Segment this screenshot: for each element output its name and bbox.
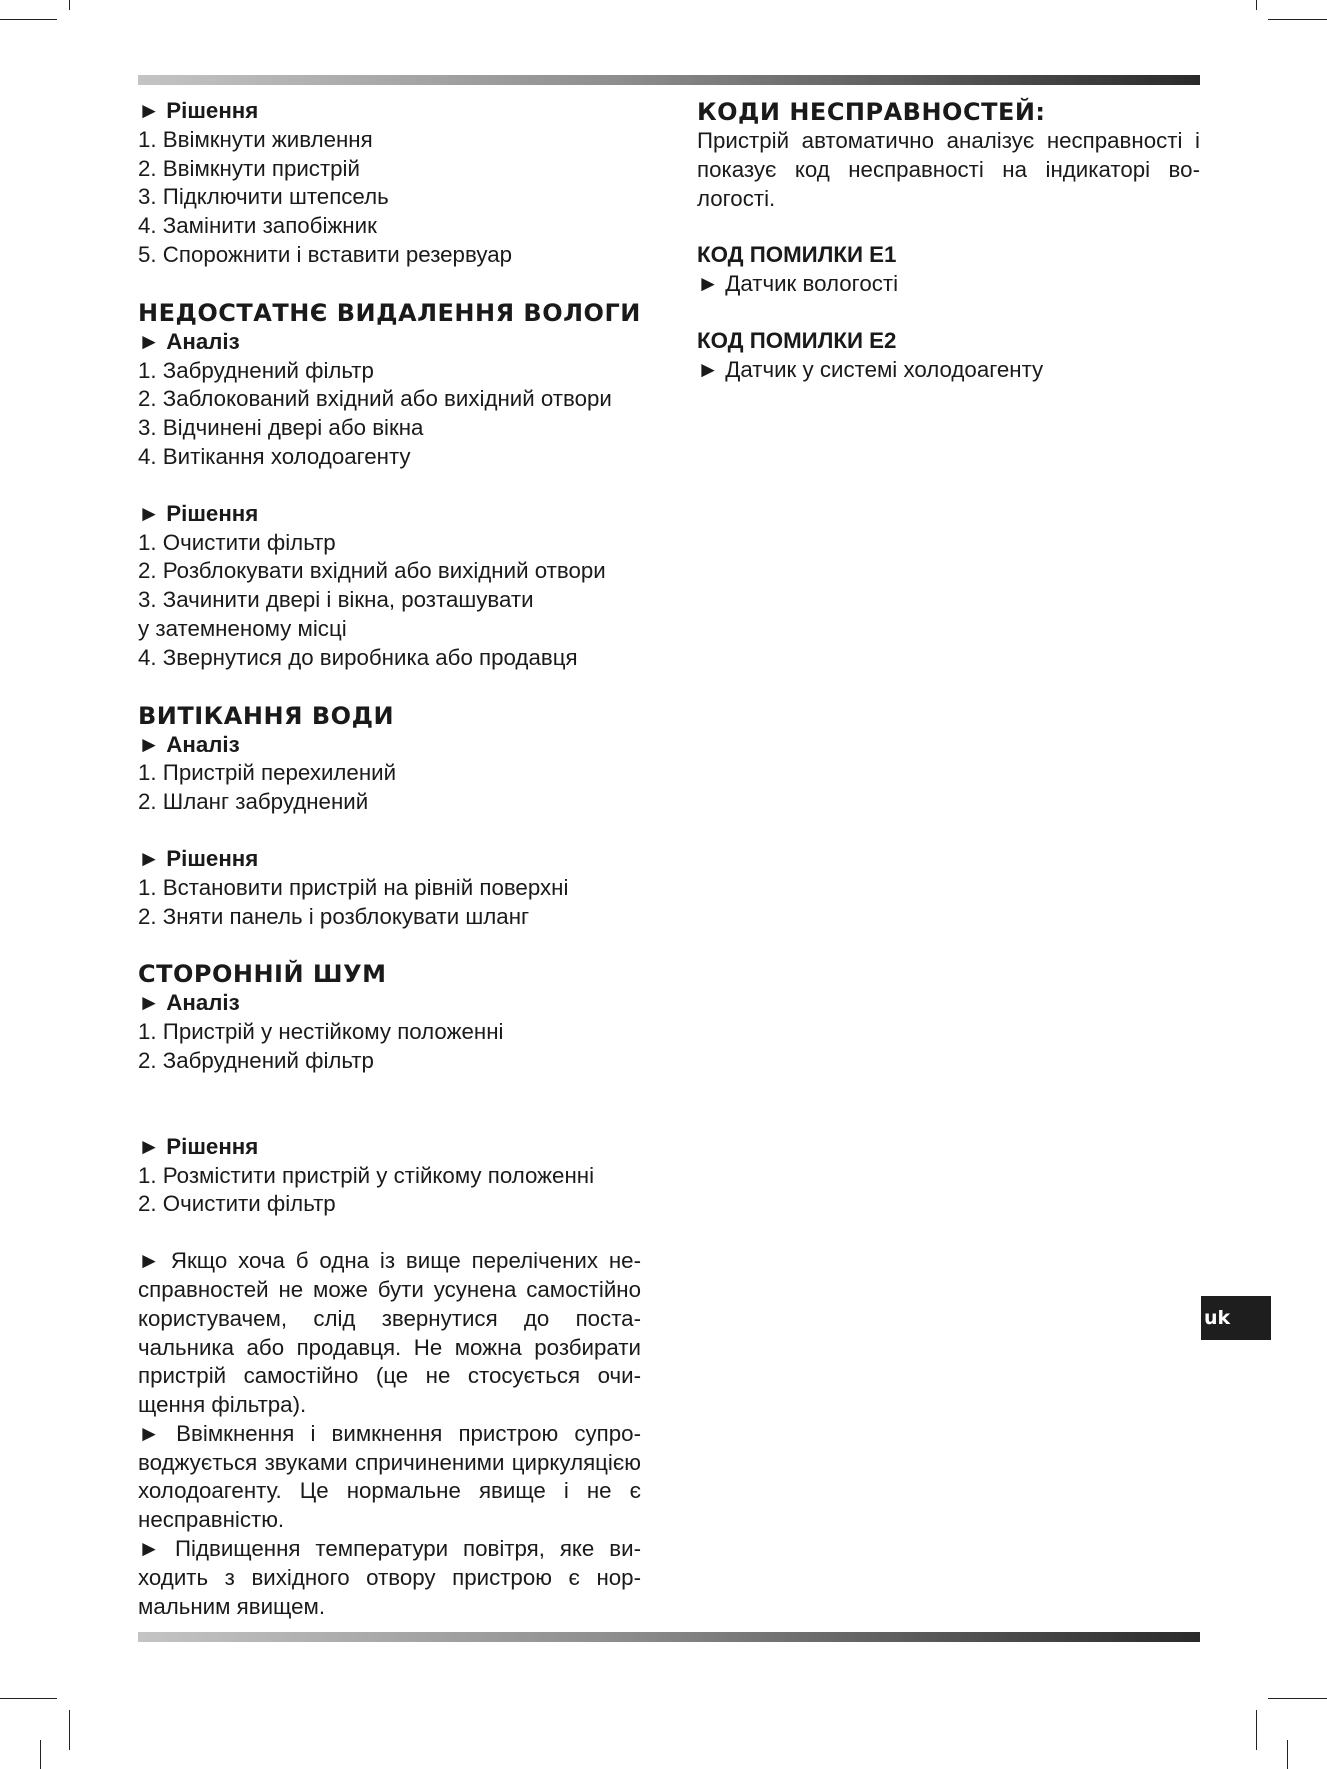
error-code-e2-title: КОД ПОМИЛКИ Е2 xyxy=(697,327,897,353)
solution-list xyxy=(138,529,641,673)
analysis-list xyxy=(138,759,641,817)
crop-mark xyxy=(1287,1740,1288,1769)
list-item: 2. Розблокувати вхідний або вихідний отвори xyxy=(138,558,606,584)
error-code-e1-title: КОД ПОМИЛКИ Е1 xyxy=(697,242,897,268)
top-gradient-bar xyxy=(138,75,1200,85)
list-item: 2. Очистити фільтр xyxy=(138,1191,336,1217)
solution-label: ► Рішення xyxy=(138,500,259,526)
error-code-e1-description: ► Датчик вологості xyxy=(697,271,899,297)
list-item: 3. Зачинити двері і вікна, розташувати xyxy=(138,587,534,613)
list-item: 4. Звернутися до виробника або продавця xyxy=(138,644,578,670)
error-codes-intro: Пристрій автоматично аналізує несправності і показує код несправності на індикаторі вологості. xyxy=(697,128,1200,211)
list-item: 2. Зняти панель і розблокувати шланг xyxy=(138,903,530,929)
analysis-label: ► Аналіз xyxy=(138,328,240,354)
solution-list xyxy=(138,874,641,932)
crop-mark xyxy=(1256,0,1257,10)
list-item: 1. Пристрій у нестійкому положенні xyxy=(138,1019,504,1045)
note-paragraph: ► Якщо хоча б одна із вище перелічених несправностей не може бути усунена самостійно користувачем, слід звернутися до постачальника або продавця. Не можна розбирати пристрій самостійно (це не стосується очищення фільтра). xyxy=(138,1248,641,1418)
list-item: 1. Очистити фільтр xyxy=(138,529,336,555)
section-heading-insufficient-dehumidification: НЕДОСТАТНЄ ВИДАЛЕННЯ ВОЛОГИ xyxy=(138,298,641,327)
solution-list xyxy=(138,1162,641,1220)
crop-mark xyxy=(1256,1710,1257,1750)
left-column xyxy=(138,97,641,1621)
list-item: 4. Замінити запобіжник xyxy=(138,213,377,239)
analysis-label: ► Аналіз xyxy=(138,990,240,1016)
list-item: 3. Відчинені двері або вікна xyxy=(138,415,424,441)
list-item: 1. Пристрій перехилений xyxy=(138,760,397,786)
solution-list xyxy=(138,126,641,270)
list-item: 1. Ввімкнути живлення xyxy=(138,126,373,152)
note-paragraph: ► Ввімкнення і вимкнення пристрою супроводжується звуками спричиненими циркуляцією холодоагенту. Це нормальне явище і не є несправністю. xyxy=(138,1420,641,1533)
error-code-e2-description: ► Датчик у системі холодоагенту xyxy=(697,356,1044,382)
list-item: 2. Шланг забруднений xyxy=(138,789,369,815)
analysis-list xyxy=(138,357,641,472)
crop-mark xyxy=(1268,19,1327,20)
solution-label: ► Рішення xyxy=(138,1133,259,1159)
bottom-gradient-bar xyxy=(138,1632,1200,1642)
crop-mark xyxy=(40,1740,41,1769)
list-item: 2. Заблокований вхідний або вихідний отвори xyxy=(138,386,612,412)
notes-block xyxy=(138,1247,641,1621)
crop-mark xyxy=(69,0,70,10)
section-heading-water-leak: ВИТІКАННЯ ВОДИ xyxy=(138,701,395,730)
crop-mark xyxy=(0,1698,57,1699)
language-tab: uk xyxy=(1201,1296,1271,1340)
list-item: 1. Забруднений фільтр xyxy=(138,357,374,383)
list-item: 1. Розмістити пристрій у стійкому положенні xyxy=(138,1162,595,1188)
list-item: 5. Спорожнити і вставити резервуар xyxy=(138,241,513,267)
list-item: 1. Встановити пристрій на рівній поверхні xyxy=(138,874,569,900)
note-paragraph: ► Підвищення температури повітря, яке виходить з вихідного отвору пристрою є нормальним явищем. xyxy=(138,1536,641,1619)
analysis-list xyxy=(138,1018,641,1076)
list-item: 4. Витікання холодоагенту xyxy=(138,443,411,469)
solution-label: ► Рішення xyxy=(138,845,259,871)
right-column xyxy=(697,97,1200,385)
crop-mark xyxy=(69,1710,70,1750)
list-item: 2. Ввімкнути пристрій xyxy=(138,155,360,181)
analysis-label: ► Аналіз xyxy=(138,731,240,757)
crop-mark xyxy=(0,19,57,20)
list-item: 2. Забруднений фільтр xyxy=(138,1047,374,1073)
section-heading-error-codes: КОДИ НЕСПРАВНОСТЕЙ: xyxy=(697,98,1046,126)
solution-label: ► Рішення xyxy=(138,98,259,123)
section-heading-extraneous-noise: СТОРОННІЙ ШУМ xyxy=(138,960,387,989)
crop-mark xyxy=(1268,1698,1327,1699)
list-item: у затемненому місці xyxy=(138,615,347,641)
list-item: 3. Підключити штепсель xyxy=(138,184,389,210)
